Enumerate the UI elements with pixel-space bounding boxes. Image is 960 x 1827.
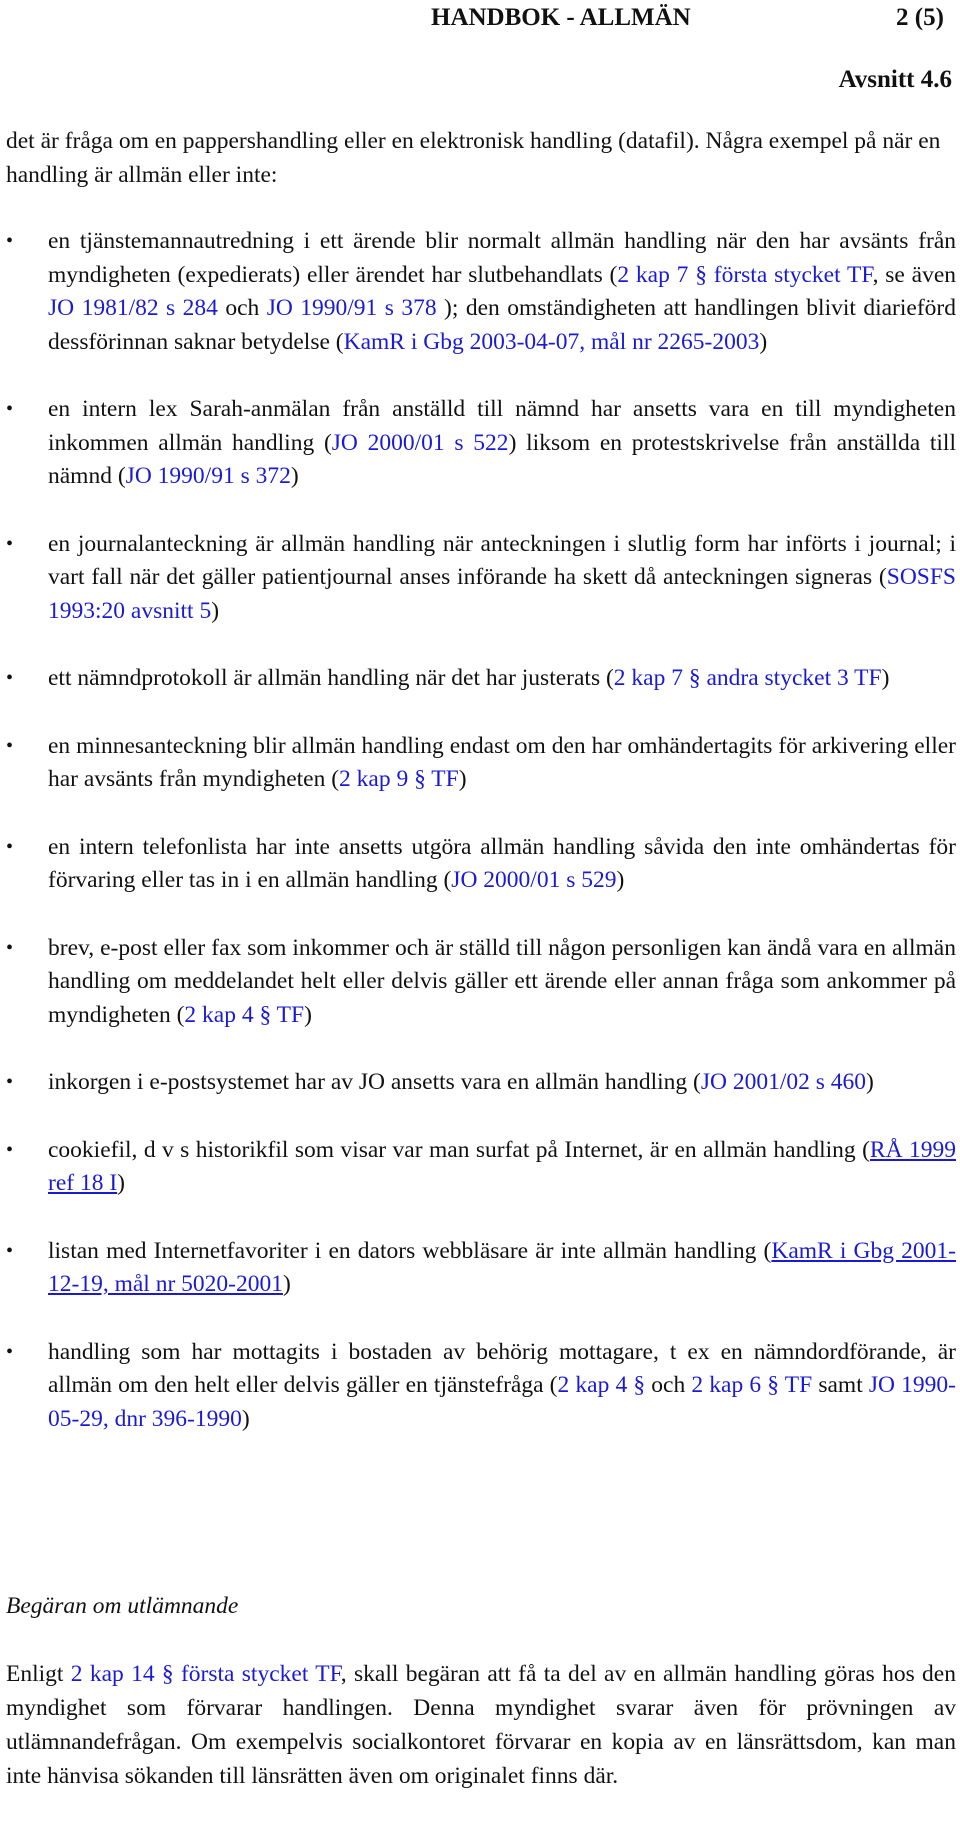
text-run: en intern telefonlista har inte ansetts utgöra allmän handling såvida den inte omhändertas för förvaring eller tas in i en allmän handling ( (48, 833, 956, 893)
text-run: , se även (872, 261, 957, 288)
text-run: ) (458, 766, 467, 792)
text-run: brev, e-post eller fax som inkommer och är ställd till någon personligen kan ändå vara en allmän handling om meddelandet helt eller delvis gäller ett ärende eller annan fråga som ankommer på myndigheten ( (48, 934, 956, 1028)
text-run: ); den omständigheten att handlingen blivit diarieförd dessförinnan saknar betydelse ( (48, 295, 956, 355)
text-run: ) (211, 597, 220, 624)
bullet-icon: • (6, 532, 14, 555)
reference-link[interactable]: 2 kap 4 § TF (184, 1001, 305, 1028)
text-run: ) (290, 463, 299, 489)
intro-paragraph: det är fråga om en pappershandling eller en elektronisk handling (datafil). Några exempel på när en handling är allmän eller inte: (6, 128, 941, 188)
reference-link[interactable]: RÅ 1999 ref 18 I (48, 1136, 956, 1196)
text-run: ) (241, 1405, 250, 1432)
text-run: Enligt (6, 1661, 71, 1687)
page-header (6, 4, 956, 42)
text-run: och (217, 295, 267, 321)
text-run: ) (282, 1271, 291, 1297)
list-item (6, 662, 956, 696)
text-run: ) liksom en protestskrivelse från anställda till nämnd ( (48, 429, 956, 489)
document-title: HANDBOK - ALLMÄN (431, 4, 691, 31)
text-run: samt (812, 1372, 869, 1398)
reference-link[interactable]: JO 1990/91 s 378 (266, 295, 437, 321)
reference-link[interactable]: 2 kap 9 § TF (339, 766, 459, 792)
bullet-icon: • (6, 835, 14, 858)
example-list (6, 225, 956, 1470)
text-run: en intern lex Sarah-anmälan från anställd till nämnd har ansetts vara en till myndigheten inkommen allmän handling ( (48, 396, 956, 456)
text-run: och (645, 1372, 692, 1398)
text-run: ) (759, 328, 768, 355)
text-run: en tjänstemannautredning i ett ärende blir normalt allmän handling när den har avsänts från myndigheten (expedierats) eller ärendet har slutbehandlats ( (48, 228, 956, 288)
bullet-icon: • (6, 1239, 14, 1262)
bullet-icon: • (6, 230, 14, 252)
reference-link[interactable]: 2 kap 7 § andra stycket 3 TF (613, 665, 882, 691)
text-run: ) (881, 665, 890, 691)
text-run: handling som har mottagits i bostaden av behörig mottagare, t ex en nämndordförande, är allmän om den helt eller delvis gäller en tjänstefråga ( (48, 1338, 956, 1398)
reference-link[interactable]: JO 2000/01 s 529 (451, 867, 617, 893)
bullet-icon: • (6, 1340, 14, 1363)
reference-link[interactable]: JO 1990/91 s 372 (125, 463, 291, 489)
list-item (6, 932, 956, 1033)
reference-link[interactable]: JO 1981/82 s 284 (48, 295, 218, 321)
list-item (6, 730, 956, 797)
text-run: en minnesanteckning blir allmän handling endast om den har omhändertagits för arkivering eller har avsänts från myndigheten ( (48, 732, 956, 792)
bullet-icon: • (6, 1071, 14, 1093)
list-item (6, 1134, 956, 1201)
reference-link[interactable]: 2 kap 4 § (557, 1372, 646, 1398)
text-run: ) (866, 1069, 874, 1095)
reference-link[interactable]: SOSFS 1993:20 avsnitt 5 (48, 564, 956, 624)
bullet-icon: • (6, 667, 14, 689)
bullet-icon: • (6, 734, 14, 757)
text-run: ett nämndprotokoll är allmän handling när det har justerats ( (48, 665, 614, 691)
text-run: ) (304, 1001, 312, 1028)
bullet-icon: • (6, 1138, 14, 1161)
list-item (6, 225, 956, 359)
list-item (6, 528, 956, 629)
reference-link[interactable]: JO 2001/02 s 460 (700, 1069, 866, 1095)
reference-link[interactable]: 2 kap 7 § första stycket TF (617, 261, 873, 288)
text-run: , skall begäran att få ta del av en allmän handling göras hos den myndighet som förvarar handlingen. Denna myndighet svarar även för prövningen av utlämnandefrågan. Om exempelvis socialkontoret förvarar en kopia av en länsrättsdom, kan man inte hänvisa sökanden till länsrätten även om originalet finns där. (6, 1661, 956, 1789)
bullet-icon: • (6, 936, 14, 959)
text-run: ) (117, 1170, 125, 1196)
list-item (6, 1235, 956, 1302)
list-item (6, 1066, 956, 1100)
closing-paragraph (6, 1657, 956, 1793)
list-item (6, 831, 956, 898)
subheading: Begäran om utlämnande (6, 1593, 239, 1619)
reference-link[interactable]: 2 kap 6 § TF (691, 1372, 813, 1398)
reference-link[interactable]: 2 kap 14 § första stycket TF (70, 1661, 341, 1687)
list-item (6, 1336, 956, 1437)
reference-link[interactable]: KamR i Gbg 2003-04-07, mål nr 2265-2003 (343, 328, 760, 355)
page-number: 2 (5) (896, 4, 944, 31)
text-run: listan med Internetfavoriter i en dators webbläsare är inte allmän handling ( (48, 1237, 772, 1264)
bullet-icon: • (6, 398, 14, 420)
text-run: cookiefil, d v s historikfil som visar var man surfat på Internet, är en allmän handling ( (48, 1136, 870, 1163)
text-run: en journalanteckning är allmän handling när anteckningen i slutlig form har införts i journal; i vart fall när det gäller patientjournal anses införande ha skett då anteckningen signeras ( (48, 530, 956, 590)
reference-link[interactable]: JO 1990-05-29, dnr 396-1990 (48, 1372, 957, 1432)
reference-link[interactable]: KamR i Gbg 2001-12-19, mål nr 5020-2001 (48, 1237, 956, 1297)
text-run: ) (616, 867, 625, 893)
text-run: inkorgen i e-postsystemet har av JO ansetts vara en allmän handling ( (48, 1069, 701, 1095)
section-label: Avsnitt 4.6 (838, 66, 952, 93)
list-item (6, 393, 956, 494)
reference-link[interactable]: JO 2000/01 s 522 (331, 429, 509, 456)
